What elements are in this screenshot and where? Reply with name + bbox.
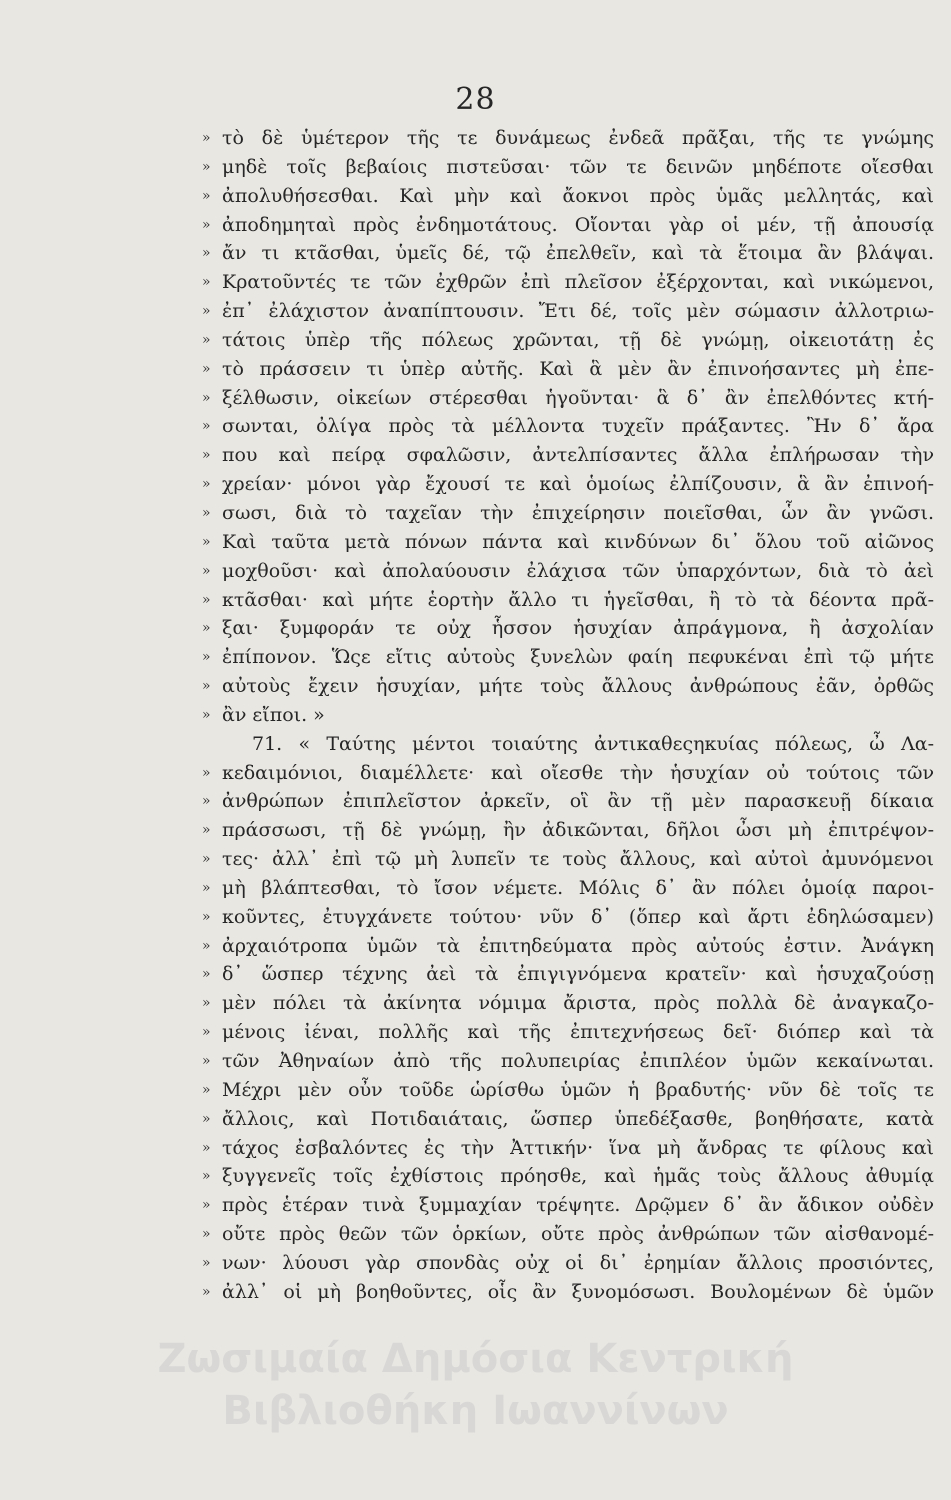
quote-mark: » bbox=[202, 793, 211, 810]
text-line-content: ἀλλ᾽ οἱ μὴ βοηθοῦντες, οἷς ἂν ξυνομόσωσι. Βουλομένων δὲ ὑμῶν bbox=[222, 1280, 934, 1303]
text-line-content: ἐπίπονον. Ὥςε εἴτις αὐτοὺς ξυνελὼν φαίη πεφυκέναι ἐπὶ τῷ μήτε bbox=[222, 646, 934, 669]
text-line-content: τάχος ἐσβαλόντες ἐς τὴν Ἀττικήν· ἵνα μὴ ἄνδρας τε φίλους καὶ bbox=[222, 1136, 934, 1159]
text-line bbox=[202, 614, 934, 643]
text-line-content: ξυγγενεῖς τοῖς ἐχθίστοις πρόησθε, καὶ ἡμᾶς τοὺς ἄλλους ἀθυμίᾳ bbox=[222, 1165, 934, 1188]
text-line bbox=[202, 499, 934, 528]
text-line-content: ξαι· ξυμφοράν τε οὐχ ἧσσον ἡσυχίαν ἀπράγμονα, ἢ ἀσχολίαν bbox=[222, 617, 934, 640]
quote-mark: » bbox=[202, 1081, 211, 1098]
quote-mark: » bbox=[202, 331, 211, 348]
quote-mark: » bbox=[202, 274, 211, 291]
text-line bbox=[202, 441, 934, 470]
text-line bbox=[202, 1220, 934, 1249]
text-line-content: πράσσωσι, τῇ δὲ γνώμῃ, ἢν ἀδικῶνται, δῆλοι ὦσι μὴ ἐπιτρέψον- bbox=[222, 819, 934, 842]
text-line-content: μοχθοῦσι· καὶ ἀπολαύουσιν ἐλάχισα τῶν ὑπαρχόντων, διὰ τὸ ἀεὶ bbox=[222, 559, 934, 582]
text-line bbox=[202, 268, 934, 297]
text-block bbox=[202, 124, 934, 1307]
text-line bbox=[202, 1105, 934, 1134]
text-line-content: που καὶ πείρᾳ σφαλῶσιν, ἀντελπίσαντες ἄλλα ἐπλήρωσαν τὴν bbox=[222, 444, 934, 467]
quote-mark: » bbox=[202, 995, 211, 1012]
text-line bbox=[202, 239, 934, 268]
watermark-line-2: Βιβλιοθήκη Ιωαννίνων bbox=[222, 1388, 729, 1434]
quote-mark: » bbox=[202, 822, 211, 839]
text-line-content: ἀνθρώπων ἐπιπλεῖστον ἀρκεῖν, οἳ ἂν τῇ μὲν παρασκευῇ δίκαια bbox=[222, 790, 934, 813]
text-line bbox=[202, 1191, 934, 1220]
text-line-content: πρὸς ἑτέραν τινὰ ξυμμαχίαν τρέψητε. Δρῷμεν δ᾽ ἂν ἄδικον οὐδὲν bbox=[222, 1194, 934, 1217]
text-line bbox=[202, 528, 934, 557]
quote-mark: » bbox=[202, 533, 211, 550]
watermark-line-1: Ζωσιμαία Δημόσια Κεντρική bbox=[157, 1336, 794, 1382]
text-line bbox=[202, 1134, 934, 1163]
page-number: 28 bbox=[455, 82, 496, 117]
text-line bbox=[202, 1076, 934, 1105]
quote-mark: » bbox=[202, 447, 211, 464]
text-line-content: ἐπ᾽ ἐλάχιστον ἀναπίπτουσιν. Ἔτι δέ, τοῖς μὲν σώμασιν ἀλλοτριω- bbox=[222, 300, 934, 323]
text-line bbox=[202, 586, 934, 615]
text-line bbox=[202, 874, 934, 903]
text-line bbox=[202, 701, 934, 730]
quote-mark: » bbox=[202, 908, 211, 925]
text-line bbox=[202, 384, 934, 413]
text-line bbox=[202, 211, 934, 240]
text-line-content: 71. « Ταύτης μέντοι τοιαύτης ἀντικαθεςηκυίας πόλεως, ὦ Λα- bbox=[252, 732, 934, 755]
quote-mark: » bbox=[202, 1226, 211, 1243]
text-line-content: Καὶ ταῦτα μετὰ πόνων πάντα καὶ κινδύνων δι᾽ ὅλου τοῦ αἰῶνος bbox=[222, 530, 934, 553]
text-line bbox=[202, 1278, 934, 1307]
quote-mark: » bbox=[202, 879, 211, 896]
text-line bbox=[202, 643, 934, 672]
quote-mark: » bbox=[202, 562, 211, 579]
text-line-content: ἄν τι κτᾶσθαι, ὑμεῖς δέ, τῷ ἐπελθεῖν, καὶ τὰ ἕτοιμα ἂν βλάψαι. bbox=[222, 242, 934, 265]
text-line bbox=[222, 730, 934, 759]
quote-mark: » bbox=[202, 476, 211, 493]
text-line bbox=[202, 557, 934, 586]
text-line-content: τὸ πράσσειν τι ὑπὲρ αὐτῆς. Καὶ ἃ μὲν ἂν ἐπινοήσαντες μὴ ἐπε- bbox=[222, 357, 934, 380]
quote-mark: » bbox=[202, 130, 211, 146]
text-line bbox=[202, 989, 934, 1018]
quote-mark: » bbox=[202, 360, 211, 377]
text-line bbox=[202, 787, 934, 816]
text-line-content: σωνται, ὀλίγα πρὸς τὰ μέλλοντα τυχεῖν πράξαντες. Ἢν δ᾽ ἄρα bbox=[222, 415, 934, 438]
text-line-content: τες· ἀλλ᾽ ἐπὶ τῷ μὴ λυπεῖν τε τοὺς ἄλλους, καὶ αὐτοὶ ἀμυνόμενοι bbox=[222, 848, 934, 871]
quote-mark: » bbox=[202, 245, 211, 262]
text-line bbox=[202, 1018, 934, 1047]
quote-mark: » bbox=[202, 187, 211, 204]
text-line-content: τὸ δὲ ὑμέτερον τῆς τε δυνάμεως ἐνδεᾶ πρᾶξαι, τῆς τε γνώμης bbox=[222, 127, 934, 149]
quote-mark: » bbox=[202, 216, 211, 233]
text-line-content: ἄλλοις, καὶ Ποτιδαιάταις, ὥσπερ ὑπεδέξασθε, βοηθήσατε, κατὰ bbox=[222, 1107, 934, 1130]
text-line bbox=[202, 932, 934, 961]
quote-mark: » bbox=[202, 158, 211, 175]
text-line-content: νων· λύουσι γὰρ σπονδὰς οὐχ οἱ δι᾽ ἐρημίαν ἄλλοις προσιόντες, bbox=[222, 1251, 934, 1274]
text-line-content: αὐτοὺς ἔχειν ἡσυχίαν, μήτε τοὺς ἄλλους ἀνθρώπους ἐᾶν, ὀρθῶς bbox=[222, 675, 934, 698]
text-line bbox=[202, 412, 934, 441]
text-line-content: δ᾽ ὥσπερ τέχνης ἀεὶ τὰ ἐπιγιγνόμενα κρατεῖν· καὶ ἡσυχαζούσῃ bbox=[222, 963, 934, 986]
quote-mark: » bbox=[202, 1254, 211, 1271]
text-line-content: μένοις ἰέναι, πολλῆς καὶ τῆς ἐπιτεχνήσεως δεῖ· διόπερ καὶ τὰ bbox=[222, 1021, 934, 1044]
text-line bbox=[202, 759, 934, 788]
text-line-content: τῶν Ἀθηναίων ἀπὸ τῆς πολυπειρίας ἐπιπλέον ὑμῶν κεκαίνωται. bbox=[222, 1050, 934, 1072]
quote-mark: » bbox=[202, 1168, 211, 1185]
text-line-content: μὴ βλάπτεσθαι, τὸ ἴσον νέμετε. Μόλις δ᾽ ἂν πόλει ὁμοίᾳ παροι- bbox=[222, 876, 934, 899]
text-line-content: κοῦντες, ἐτυγχάνετε τούτου· νῦν δ᾽ (ὅπερ καὶ ἄρτι ἐδηλώσαμεν) bbox=[222, 905, 934, 928]
text-line-content: κεδαιμόνιοι, διαμέλλετε· καὶ οἴεσθε τὴν ἡσυχίαν οὐ τούτοις τῶν bbox=[222, 761, 934, 784]
text-line-content: ἀρχαιότροπα ὑμῶν τὰ ἐπιτηδεύματα πρὸς αὐτούς ἐστιν. Ἀνάγκη bbox=[222, 934, 934, 957]
quote-mark: » bbox=[202, 1053, 211, 1069]
quote-mark: » bbox=[202, 620, 211, 637]
quote-mark: » bbox=[202, 851, 211, 868]
text-line-content: Μέχρι μὲν οὖν τοῦδε ὡρίσθω ὑμῶν ἡ βραδυτής· νῦν δὲ τοῖς τε bbox=[222, 1078, 934, 1101]
quote-mark: » bbox=[202, 504, 211, 521]
quote-mark: » bbox=[202, 678, 211, 695]
text-line-content: ἀποδημηταὶ πρὸς ἐνδημοτάτους. Οἴονται γὰρ οἱ μέν, τῇ ἀπουσίᾳ bbox=[222, 213, 934, 236]
quote-mark: » bbox=[202, 1197, 211, 1214]
text-line bbox=[202, 1047, 934, 1076]
text-line-content: ἂν εἴποι. » bbox=[222, 703, 325, 726]
text-line bbox=[202, 355, 934, 384]
quote-mark: » bbox=[202, 418, 211, 435]
quote-mark: » bbox=[202, 966, 211, 983]
text-line-content: κτᾶσθαι· καὶ μήτε ἑορτὴν ἄλλο τι ἡγεῖσθαι, ἢ τὸ τὰ δέοντα πρᾶ- bbox=[222, 588, 934, 611]
text-line bbox=[202, 124, 934, 153]
text-line-content: μὲν πόλει τὰ ἀκίνητα νόμιμα ἄριστα, πρὸς πολλὰ δὲ ἀναγκαζο- bbox=[222, 992, 934, 1015]
quote-mark: » bbox=[202, 706, 211, 723]
text-line bbox=[202, 326, 934, 355]
quote-mark: » bbox=[202, 389, 211, 406]
text-line bbox=[202, 672, 934, 701]
quote-mark: » bbox=[202, 937, 211, 954]
text-line bbox=[202, 153, 934, 182]
quote-mark: » bbox=[202, 303, 211, 320]
text-line bbox=[202, 1162, 934, 1191]
quote-mark: » bbox=[202, 591, 211, 608]
text-line-content: μηδὲ τοῖς βεβαίοις πιστεῦσαι· τῶν τε δεινῶν μηδέποτε οἴεσθαι bbox=[222, 155, 934, 178]
text-line bbox=[202, 182, 934, 211]
text-line bbox=[202, 903, 934, 932]
text-line-content: τάτοις ὑπὲρ τῆς πόλεως χρῶνται, τῇ δὲ γνώμῃ, οἰκειοτάτῃ ἐς bbox=[222, 328, 934, 351]
text-line bbox=[202, 470, 934, 499]
text-line-content: ἀπολυθήσεσθαι. Καὶ μὴν καὶ ἄοκνοι πρὸς ὑμᾶς μελλητάς, καὶ bbox=[222, 184, 934, 207]
quote-mark: » bbox=[202, 1139, 211, 1156]
text-line-content: χρείαν· μόνοι γὰρ ἔχουσί τε καὶ ὁμοίως ἐλπίζουσιν, ἃ ἂν ἐπινοή- bbox=[222, 473, 934, 496]
text-line bbox=[202, 845, 934, 874]
quote-mark: » bbox=[202, 764, 211, 781]
text-line-content: Κρατοῦντές τε τῶν ἐχθρῶν ἐπὶ πλεῖσον ἐξέρχονται, καὶ νικώμενοι, bbox=[222, 271, 934, 294]
quote-mark: » bbox=[202, 649, 211, 666]
text-line-content: σωσι, διὰ τὸ ταχεῖαν τὴν ἐπιχείρησιν ποιεῖσθαι, ὧν ἂν γνῶσι. bbox=[222, 501, 934, 524]
text-line bbox=[202, 816, 934, 845]
quote-mark: » bbox=[202, 1110, 211, 1127]
text-line-content: οὔτε πρὸς θεῶν τῶν ὁρκίων, οὔτε πρὸς ἀνθρώπων τῶν αἰσθανομέ- bbox=[222, 1223, 934, 1246]
text-line bbox=[202, 960, 934, 989]
quote-mark: » bbox=[202, 1024, 211, 1041]
quote-mark: » bbox=[202, 1283, 211, 1300]
text-line-content: ξέλθωσιν, οἰκείων στέρεσθαι ἡγοῦνται· ἃ δ᾽ ἂν ἐπελθόντες κτή- bbox=[222, 386, 934, 409]
text-line bbox=[202, 1249, 934, 1278]
text-line bbox=[202, 297, 934, 326]
